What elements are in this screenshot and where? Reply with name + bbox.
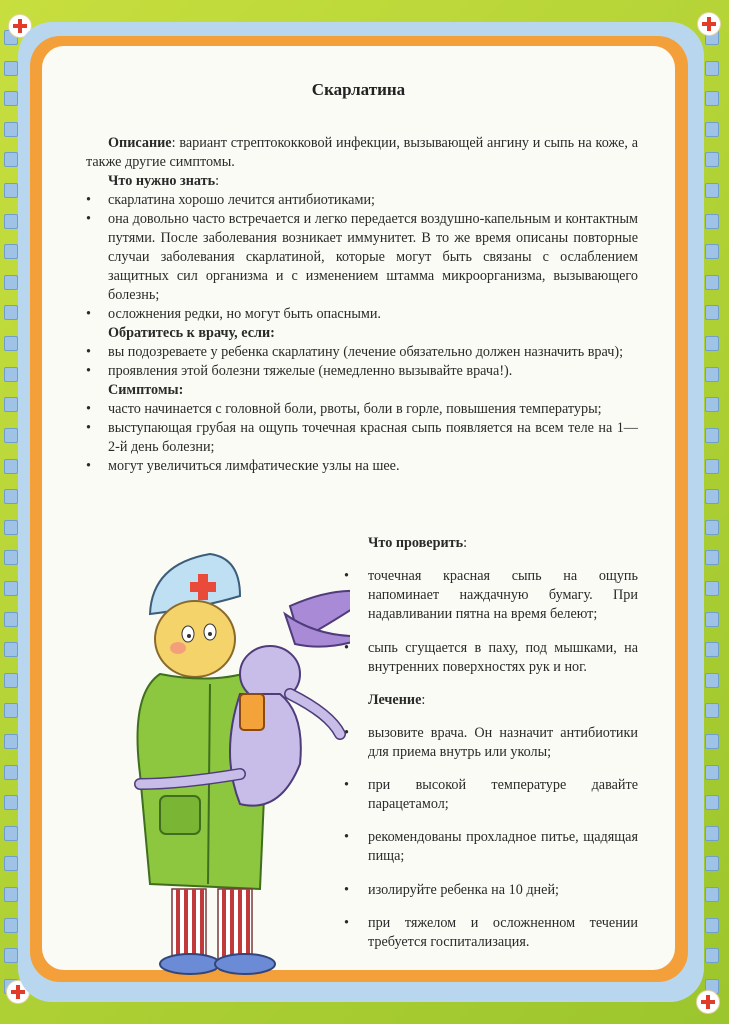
list-item: • при тяжелом и осложненном течении требуется госпитализация. [342,914,638,952]
description-paragraph [86,134,638,172]
doctor-with-rabbit-illustration [90,544,350,976]
check-heading: Что проверить: [368,535,468,552]
page-title: Скарлатина [311,80,406,99]
list-item: • осложнения редки, но могут быть опасными. [86,305,638,324]
main-text [86,134,638,476]
list-item: • она довольно часто встречается и легко передается воздушно-капельным и контактным путями. После заболевания возникает иммунитет. В то же время описаны повторные случаи заболевания скарлатиной, которые могут быть связаны с ослаблением защитных сил организма и с изменением штамма микроорганизма, вызывающего болезнь; [86,210,638,305]
page-paper [42,46,675,970]
doctor-heading: Обратитесь к врачу, если: [108,325,275,341]
red-cross-icon [697,12,721,36]
list-item: • сыпь сгущается в паху, под мышками, на внутренних поверхностях рук и ног. [342,639,638,677]
description-label: Описание [108,135,172,151]
list-item: • скарлатина хорошо лечится антибиотиками; [86,191,638,210]
list-item: • рекомендованы прохладное питье, щадящая пища; [342,828,638,866]
list-item: • могут увеличиться лимфатические узлы на шее. [86,457,638,476]
list-item: • выступающая грубая на ощупь точечная красная сыпь появляется на всем теле на 1—2-й день болезни; [86,419,638,457]
treatment-heading: Лечение: [368,691,426,708]
list-item: • часто начинается с головной боли, рвоты, боли в горле, повышения температуры; [86,400,638,419]
list-item: • точечная красная сыпь на ощупь напоминает наждачную бумагу. При надавливании пятна на время белеют; [342,567,638,624]
red-cross-icon [696,990,720,1014]
list-item: • вызовите врача. Он назначит антибиотики для приема внутрь или уколы; [342,724,638,762]
symptoms-heading: Симптомы: [108,382,184,398]
know-heading: Что нужно знать: [108,173,220,189]
description-text: : вариант стрептококковой инфекции, вызывающей ангину и сыпь на коже, а также другие симптомы. [86,135,638,170]
left-filmstrip [4,30,18,994]
list-item: • при высокой температуре давайте парацетамол; [342,776,638,814]
right-filmstrip [705,30,719,994]
list-item: • изолируйте ребенка на 10 дней; [342,881,638,900]
list-item: • вы подозреваете у ребенка скарлатину (лечение обязательно должен назначить врач); [86,343,638,362]
right-column [342,520,638,966]
list-item: • проявления этой болезни тяжелые (немедленно вызывайте врача!). [86,362,638,381]
